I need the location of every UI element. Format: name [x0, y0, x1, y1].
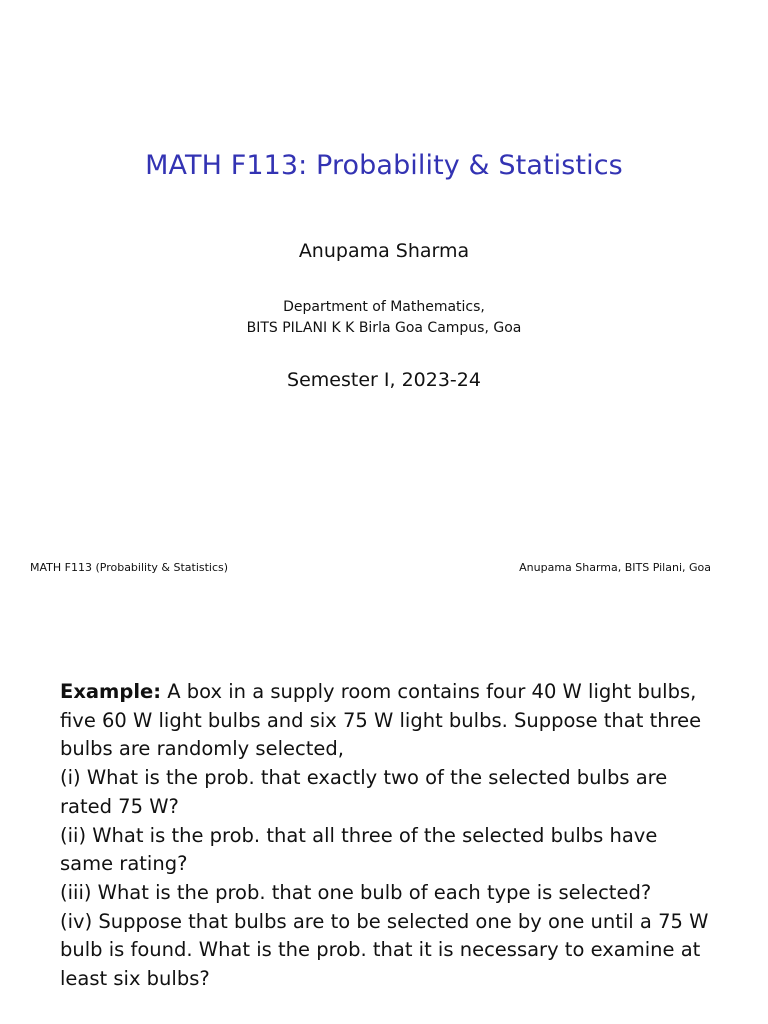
question-ii-line-2: same rating? — [60, 852, 188, 876]
author-name: Anupama Sharma — [298, 240, 470, 262]
example-line-1-text: A box in a supply room contains four 40 W light bulbs, — [161, 680, 697, 703]
question-i-line-1: (i) What is the prob. that exactly two of the selected bulbs are — [60, 766, 668, 790]
department-block — [0, 297, 768, 339]
slide-title: MATH F113: Probability & Statistics — [145, 150, 623, 181]
example-label: Example: — [60, 680, 162, 703]
example-line-3: bulbs are randomly selected, — [60, 737, 344, 761]
footer-course: MATH F113 (Probability & Statistics) — [30, 561, 229, 574]
question-iv-line-2: bulb is found. What is the prob. that it is necessary to examine at — [60, 938, 701, 962]
example-slide — [0, 600, 768, 1024]
department-line-2: BITS PILANI K K Birla Goa Campus, Goa — [246, 320, 522, 336]
footer-author: Anupama Sharma, BITS Pilani, Goa — [519, 561, 711, 574]
example-line-2: five 60 W light bulbs and six 75 W light bulbs. Suppose that three — [60, 708, 702, 732]
question-ii-line-1: (ii) What is the prob. that all three of the selected bulbs have — [60, 823, 658, 847]
question-iii-line-1: (iii) What is the prob. that one bulb of each type is selected? — [60, 880, 652, 904]
department-line-1: Department of Mathematics, — [283, 299, 485, 315]
question-i-line-2: rated 75 W? — [60, 794, 179, 818]
question-iv-line-3: least six bulbs? — [60, 967, 210, 991]
example-text — [60, 678, 720, 994]
question-iv-line-1: (iv) Suppose that bulbs are to be selected one by one until a 75 W — [60, 909, 709, 933]
example-line-1 — [60, 678, 720, 707]
semester-label: Semester I, 2023-24 — [287, 369, 481, 391]
